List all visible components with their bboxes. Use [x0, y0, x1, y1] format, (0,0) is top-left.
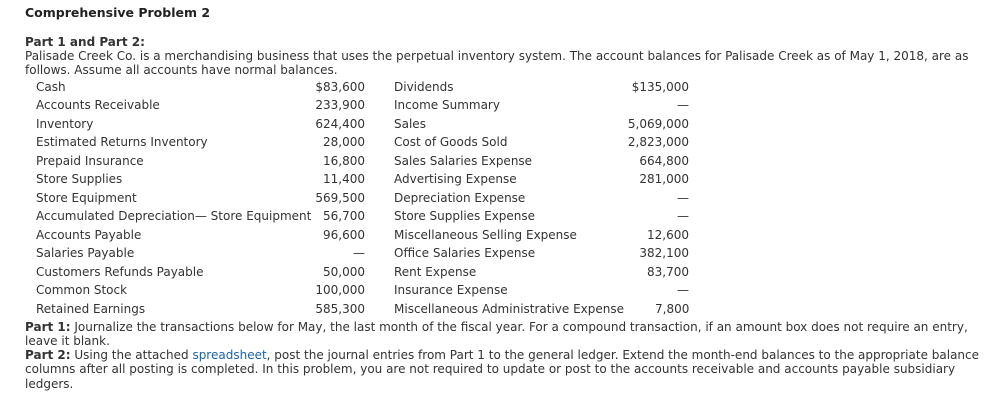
account-name: Dividends [394, 80, 454, 94]
part1-text: Journalize the transactions below for May, the last month of the fiscal year. For a compound transaction, if an amount box does not require an entry, leave it blank. [25, 320, 968, 349]
intro-paragraph: Palisade Creek Co. is a merchandising business that uses the perpetual inventory system. The account balances for Palisade Creek as of May 1, 2018, are as follows. Assume all accounts have normal balances. [25, 49, 969, 78]
account-name: Advertising Expense [394, 172, 517, 186]
account-balance: — [677, 191, 689, 205]
part1-instructions [25, 320, 985, 349]
account-balance: 28,000 [323, 135, 365, 149]
part2-text-after: , post the journal entries from Part 1 to the general ledger. Extend the month-end balances to the appropriate balance columns after all posting is completed. In this problem, you are not required to update or post to the accounts receivable and accounts payable subsidiary ledgers. [25, 348, 980, 391]
account-balance: 100,000 [315, 283, 365, 297]
account-name: Cost of Goods Sold [394, 135, 508, 149]
account-balance: — [677, 283, 689, 297]
account-balance: 624,400 [315, 117, 365, 131]
account-name: Salaries Payable [36, 246, 135, 260]
account-name: Sales [394, 117, 426, 131]
account-balance: — [353, 246, 365, 260]
part2-text-before: Using the attached [70, 348, 193, 362]
account-name: Store Equipment [36, 191, 137, 205]
account-balance: $83,600 [315, 80, 365, 94]
account-name: Cash [36, 80, 66, 94]
account-name: Store Supplies [36, 172, 123, 186]
problem-title: Comprehensive Problem 2 [25, 5, 211, 20]
account-balance: 5,069,000 [627, 117, 689, 131]
account-balance: 233,900 [315, 98, 365, 112]
account-balance: 50,000 [323, 265, 365, 279]
account-balance: 281,000 [639, 172, 689, 186]
account-balance: 83,700 [647, 265, 689, 279]
account-name: Store Supplies Expense [394, 209, 536, 223]
account-balance: — [677, 98, 689, 112]
account-name: Prepaid Insurance [36, 154, 144, 168]
account-name: Rent Expense [394, 265, 477, 279]
account-name: Accounts Receivable [36, 98, 160, 112]
part-heading: Part 1 and Part 2: [25, 35, 145, 49]
account-balance: 382,100 [639, 246, 689, 260]
part2-instructions [25, 348, 985, 391]
account-balance: 96,600 [323, 228, 365, 242]
part2-label: Part 2: [25, 348, 71, 362]
account-balance: 16,800 [323, 154, 365, 168]
account-name: Office Salaries Expense [394, 246, 536, 260]
account-name: Sales Salaries Expense [394, 154, 533, 168]
account-balance: 56,700 [323, 209, 365, 223]
spreadsheet-link[interactable]: spreadsheet [192, 348, 267, 362]
account-balance: 569,500 [315, 191, 365, 205]
account-name: Accumulated Depreciation— Store Equipment [36, 209, 312, 223]
account-balance: 2,823,000 [627, 135, 689, 149]
account-name: Customers Refunds Payable [36, 265, 204, 279]
account-name: Insurance Expense [394, 283, 508, 297]
account-name: Common Stock [36, 283, 128, 297]
account-name: Estimated Returns Inventory [36, 135, 208, 149]
account-balance: 12,600 [647, 228, 689, 242]
account-balance: 7,800 [655, 302, 690, 316]
account-balance: 585,300 [315, 302, 365, 316]
account-name: Depreciation Expense [394, 191, 526, 205]
account-name: Miscellaneous Administrative Expense [394, 302, 625, 316]
account-name: Income Summary [394, 98, 500, 112]
account-name: Miscellaneous Selling Expense [394, 228, 577, 242]
account-name: Accounts Payable [36, 228, 142, 242]
account-name: Inventory [36, 117, 94, 131]
part1-label: Part 1: [25, 320, 71, 334]
account-balance: — [677, 209, 689, 223]
account-balance: 11,400 [323, 172, 365, 186]
account-balance: $135,000 [631, 80, 689, 94]
account-name: Retained Earnings [36, 302, 146, 316]
account-balance: 664,800 [639, 154, 689, 168]
